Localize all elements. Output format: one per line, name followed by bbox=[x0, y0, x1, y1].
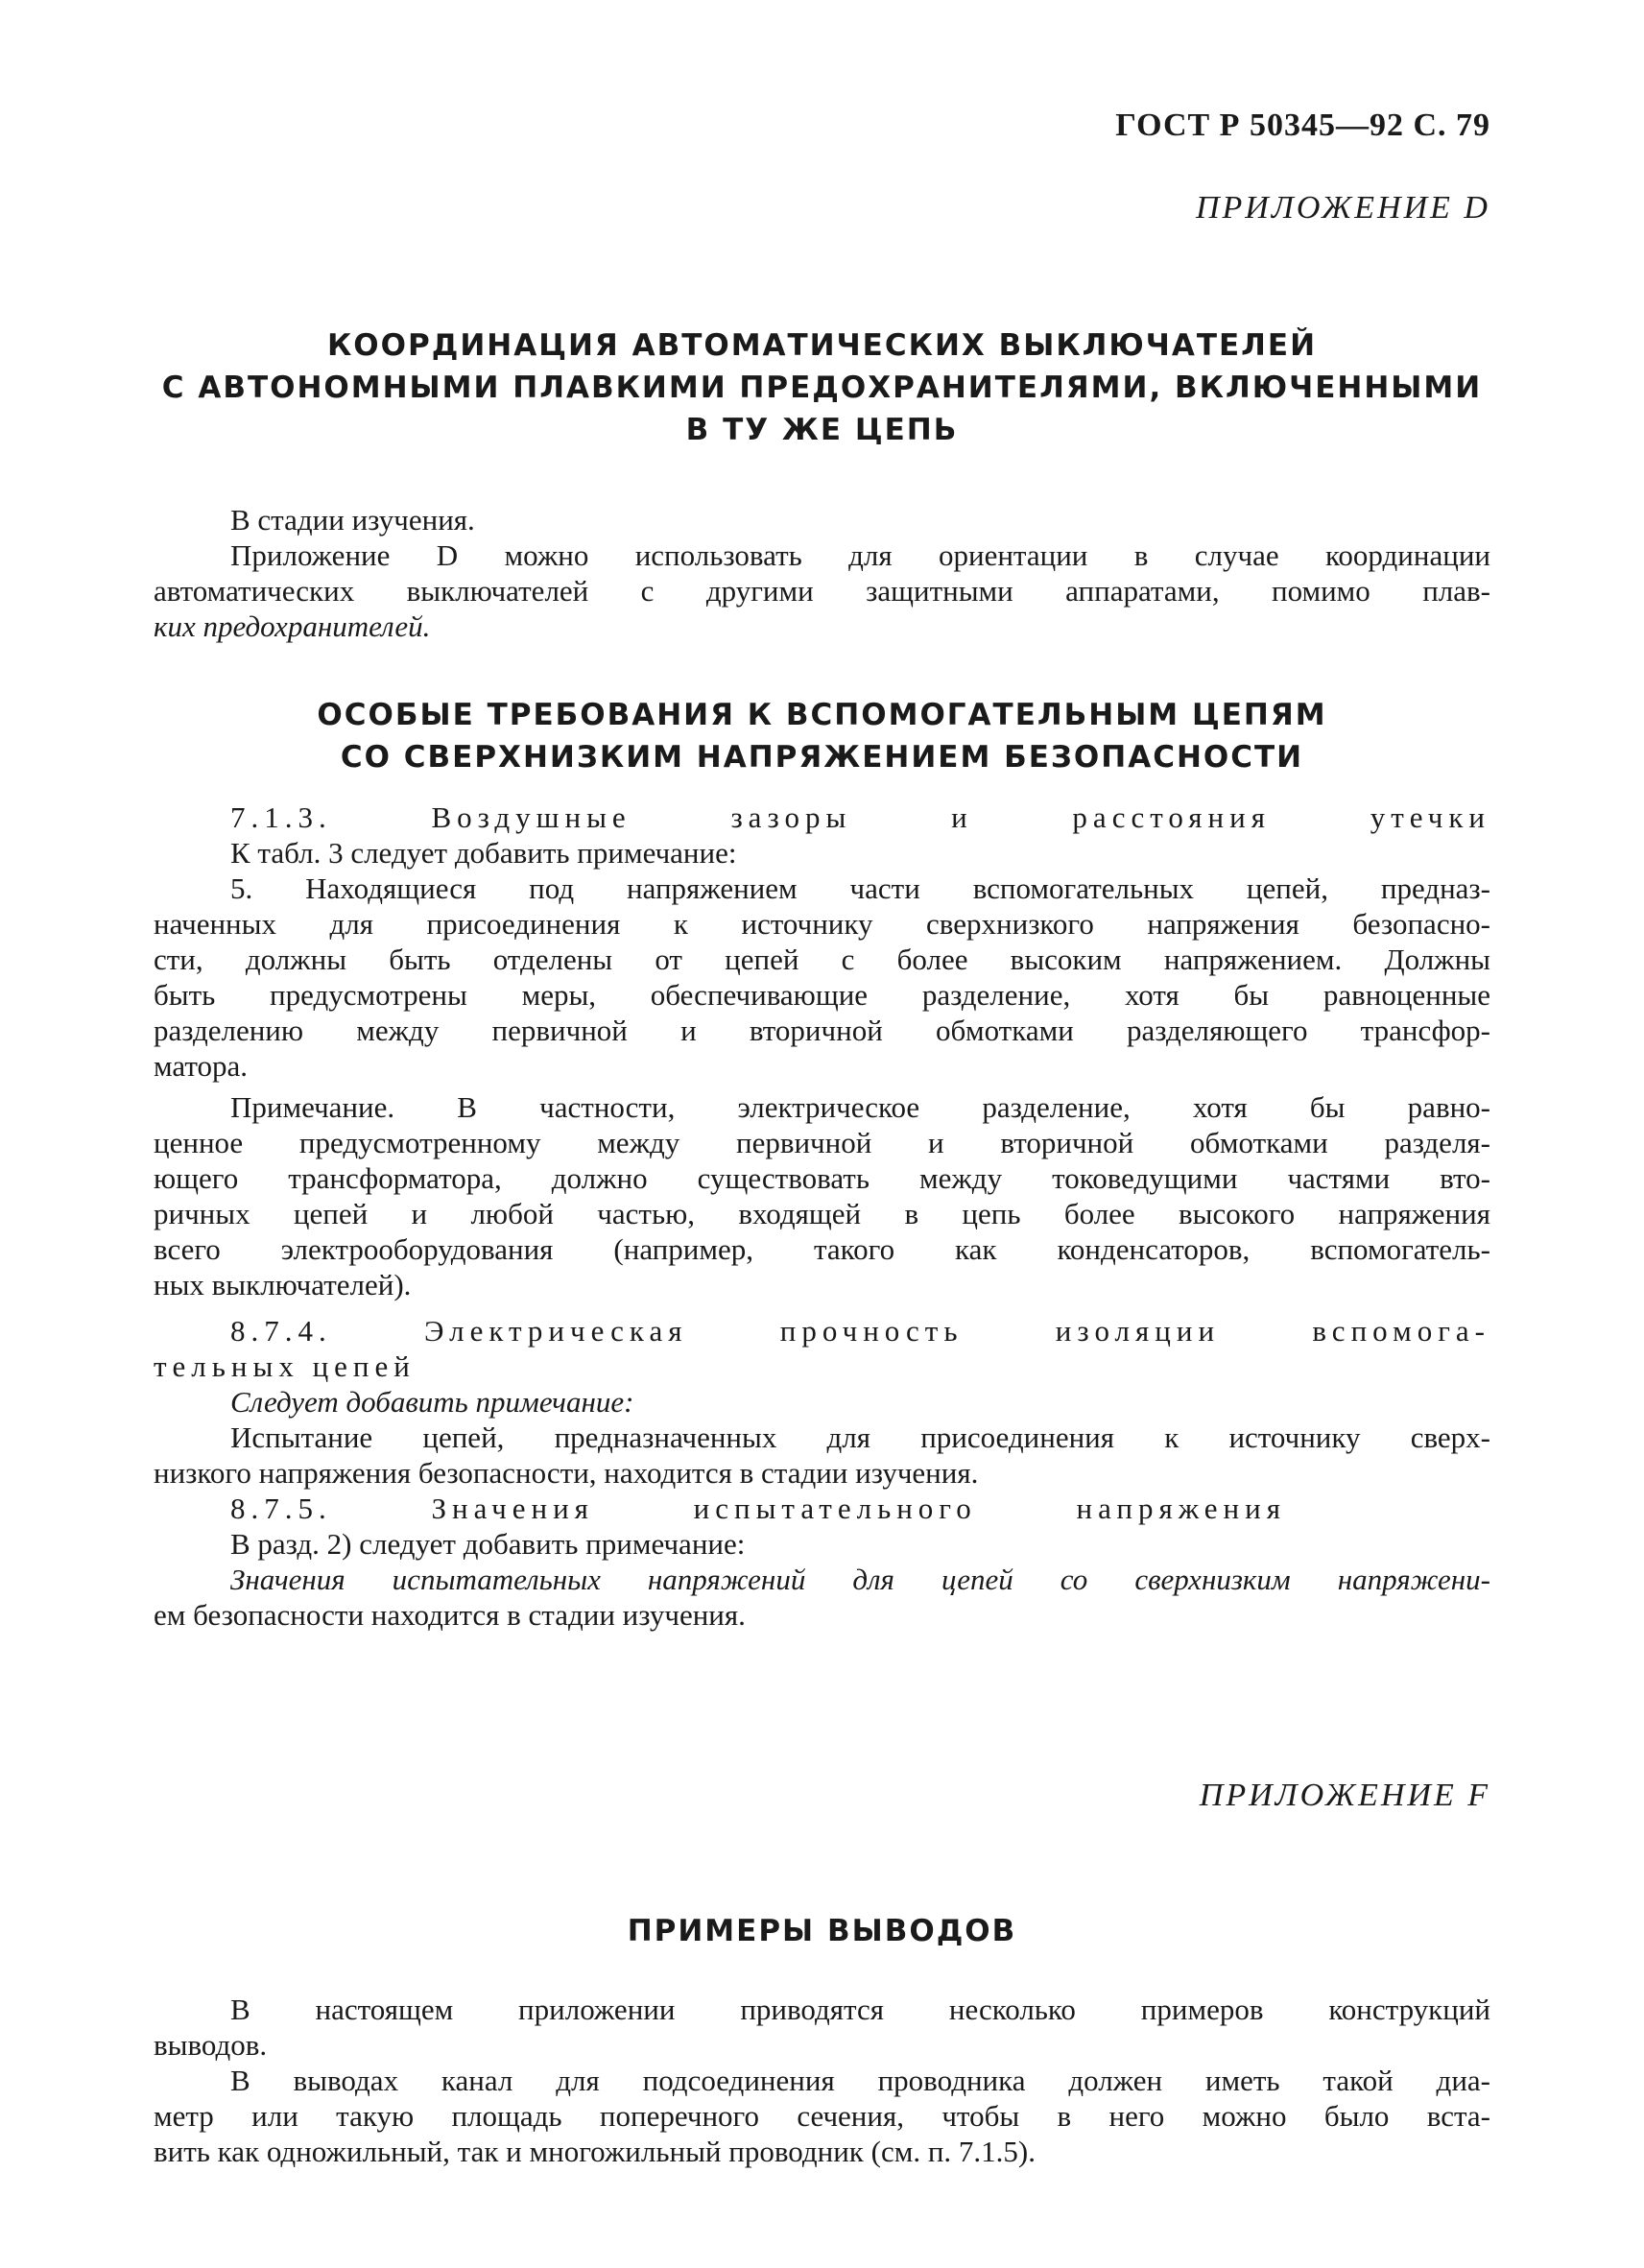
note-line: Примечание. В частности, электрическое разделение, хотя бы равно- bbox=[230, 1090, 1490, 1124]
status-text: В стадии изучения. bbox=[230, 503, 475, 537]
appendix-f-title: ПРИМЕРЫ ВЫВОДОВ bbox=[627, 1914, 1017, 1948]
paragraph-line: ем безопасности находится в стадии изучения. bbox=[154, 1598, 746, 1632]
appendix-d-body bbox=[154, 502, 1490, 644]
section-8-7-4 bbox=[154, 1313, 1490, 1491]
page-header: ГОСТ Р 50345—92 С. 79 bbox=[1115, 107, 1490, 143]
section-title: тельных цепей bbox=[154, 1349, 416, 1383]
note-line: ных выключателей). bbox=[154, 1268, 412, 1301]
note-line: ричных цепей и любой частью, входящей в цепь более высокого напряжения bbox=[154, 1197, 1490, 1230]
title-line: В ТУ ЖЕ ЦЕПЬ bbox=[685, 413, 959, 447]
paragraph-line: наченных для присоединения к источнику сверхнизкого напряжения безопасно- bbox=[154, 907, 1490, 941]
note-line: всего электрооборудования (например, такого как конденсаторов, вспомогатель- bbox=[154, 1232, 1490, 1266]
note-block bbox=[154, 1089, 1490, 1302]
paragraph-line: сти, должны быть отделены от цепей с более высоким напряжением. Должны bbox=[154, 943, 1490, 976]
paragraph-line: низкого напряжения безопасности, находится в стадии изучения. bbox=[154, 1456, 979, 1490]
section-8-7-5 bbox=[154, 1491, 1490, 1633]
appendix-f-label: ПРИЛОЖЕНИЕ F bbox=[1199, 1778, 1490, 1813]
title-line: ОСОБЫЕ ТРЕБОВАНИЯ К ВСПОМОГАТЕЛЬНЫМ ЦЕПЯМ bbox=[317, 698, 1327, 732]
paragraph-line: 5. Находящиеся под напряжением части вспомогательных цепей, предназ- bbox=[230, 871, 1490, 905]
paragraph-line: вить как одножильный, так и многожильный проводник (см. п. 7.1.5). bbox=[154, 2135, 1036, 2168]
section-intro: К табл. 3 следует добавить примечание: bbox=[230, 836, 737, 870]
appendix-d-title bbox=[154, 324, 1490, 451]
special-requirements-title bbox=[154, 694, 1490, 778]
title-line: КООРДИНАЦИЯ АВТОМАТИЧЕСКИХ ВЫКЛЮЧАТЕЛЕЙ bbox=[326, 328, 1318, 363]
paragraph-line: матора. bbox=[154, 1049, 249, 1083]
paragraph-line: Испытание цепей, предназначенных для присоединения к источнику сверх- bbox=[230, 1420, 1490, 1454]
section-7-1-3 bbox=[154, 800, 1490, 1084]
paragraph-line: В выводах канал для подсоединения проводника должен иметь такой диа- bbox=[230, 2064, 1490, 2097]
title-line: С АВТОНОМНЫМИ ПЛАВКИМИ ПРЕДОХРАНИТЕЛЯМИ, ВКЛЮЧЕННЫМИ bbox=[161, 370, 1483, 405]
note-line: ценное предусмотренному между первичной и вторичной обмотками разделя- bbox=[154, 1126, 1490, 1159]
note-line: ющего трансформатора, должно существовать между токоведущими частями вто- bbox=[154, 1161, 1490, 1195]
paragraph-line: Приложение D можно использовать для ориентации в случае координации bbox=[230, 538, 1490, 572]
paragraph-line: разделению между первичной и вторичной обмотками разделяющего трансфор- bbox=[154, 1014, 1490, 1047]
section-intro: Следует добавить примечание: bbox=[230, 1385, 634, 1419]
paragraph-line: В настоящем приложении приводятся несколько примеров конструкций bbox=[230, 1993, 1490, 2026]
appendix-d-label: ПРИЛОЖЕНИЕ D bbox=[1195, 190, 1490, 226]
section-title: 8.7.4. Электрическая прочность изоляции вспомога- bbox=[230, 1314, 1490, 1348]
paragraph-line: метр или такую площадь поперечного сечения, чтобы в него можно было вста- bbox=[154, 2099, 1490, 2133]
paragraph-line: автоматических выключателей с другими защитными аппаратами, помимо плав- bbox=[154, 574, 1490, 608]
title-line: СО СВЕРХНИЗКИМ НАПРЯЖЕНИЕМ БЕЗОПАСНОСТИ bbox=[340, 740, 1304, 775]
appendix-f-body bbox=[154, 1992, 1490, 2169]
paragraph-line: выводов. bbox=[154, 2028, 268, 2062]
section-title: 8.7.5. Значения испытательного напряжения bbox=[230, 1492, 1286, 1525]
paragraph-line: ких предохранителей. bbox=[154, 609, 431, 643]
section-intro: В разд. 2) следует добавить примечание: bbox=[230, 1527, 746, 1561]
paragraph-line: быть предусмотрены меры, обеспечивающие разделение, хотя бы равноценные bbox=[154, 978, 1490, 1012]
section-title: 7.1.3. Воздушные зазоры и расстояния утечки bbox=[230, 800, 1490, 834]
paragraph-line: Значения испытательных напряжений для цепей со сверхнизким напряжени- bbox=[230, 1563, 1490, 1596]
